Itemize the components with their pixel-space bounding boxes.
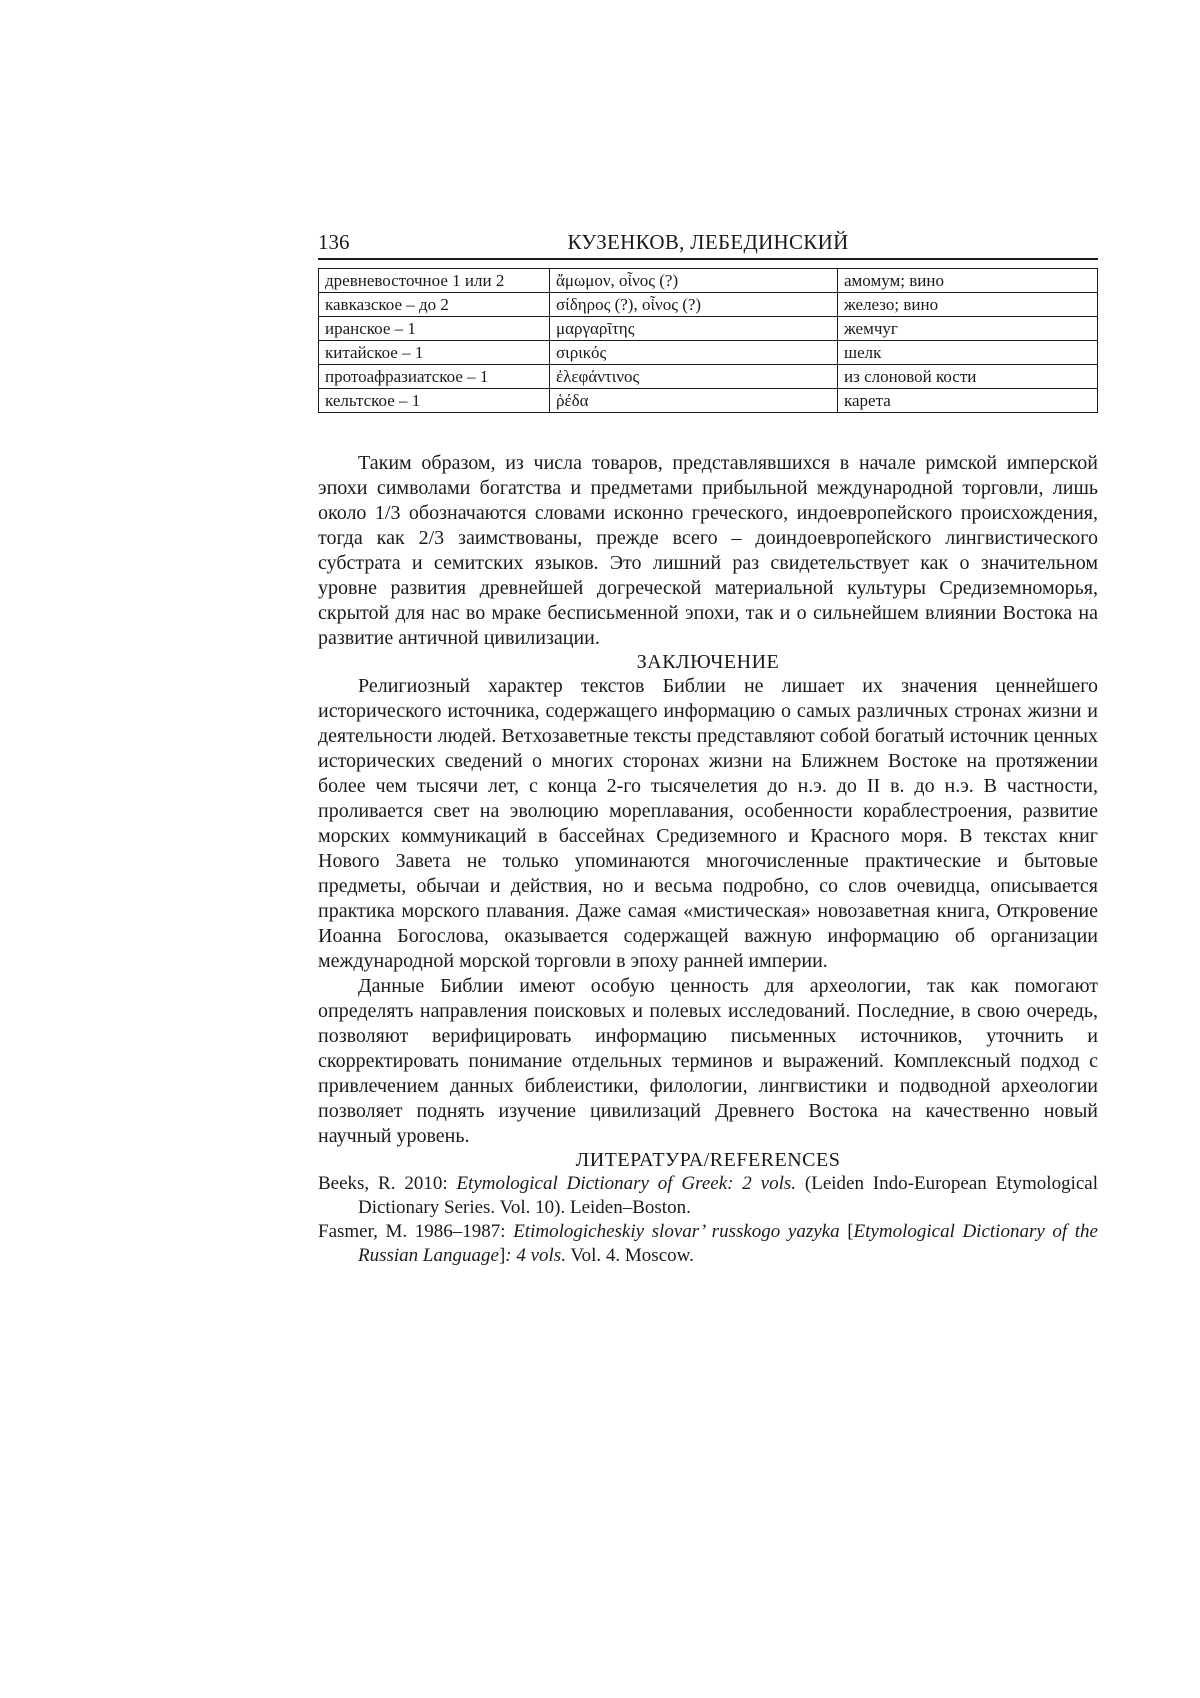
reference-details: Vol. 4. Moscow. xyxy=(565,1245,694,1266)
reference-details: (Leiden Indo-European Etymological Dictionary Series. Vol. 10). Leiden–Boston. xyxy=(358,1173,1098,1218)
table-cell-origin: протоафразиатское – 1 xyxy=(319,365,550,389)
reference-author-year: Fasmer, M. 1986–1987: xyxy=(318,1221,514,1242)
reference-item xyxy=(318,1172,1098,1220)
reference-list xyxy=(318,1172,1098,1268)
table-cell-meaning: из слоновой кости xyxy=(838,365,1098,389)
running-head xyxy=(318,228,1098,260)
table-cell-origin: древневосточное 1 или 2 xyxy=(319,269,550,293)
running-head-authors: КУЗЕНКОВ, ЛЕБЕДИНСКИЙ xyxy=(567,230,849,254)
table-cell-greek: ῥέδα xyxy=(550,389,838,413)
table-cell-greek: σιρικός xyxy=(550,341,838,365)
paragraph-conclusion-2: Данные Библии имеют особую ценность для археологии, так как помогают определять направления поисковых и полевых исследований. Последние, в свою очередь, позволяют верифицировать информацию письменных источников, уточнить и скорректировать понимание отдельных терминов и выражений. Комплексный подход с привлечением данных библеистики, филологии, лингвистики и подводной археологии позволяет поднять изучение цивилизаций Древнего Востока на качественно новый научный уровень. xyxy=(318,975,1098,1147)
reference-bracket-close: ] xyxy=(498,1245,506,1266)
table-cell-meaning: амомум; вино xyxy=(838,269,1098,293)
reference-title: Etimologicheskiy slovar’ russkogo yazyka xyxy=(513,1221,840,1242)
table-cell-meaning: железо; вино xyxy=(838,293,1098,317)
section-heading-references: ЛИТЕРАТУРА/REFERENCES xyxy=(575,1149,841,1171)
loanword-table xyxy=(318,268,1098,413)
table-row xyxy=(319,341,1098,365)
table-cell-origin: китайское – 1 xyxy=(319,341,550,365)
table-row xyxy=(319,293,1098,317)
table-cell-greek: ἄμωμον, οἶνος (?) xyxy=(550,269,838,293)
table-cell-greek: ἐλεφάντινος xyxy=(550,365,838,389)
reference-item xyxy=(318,1220,1098,1268)
table-row xyxy=(319,389,1098,413)
reference-bracket-open: [ xyxy=(839,1221,854,1242)
paragraph-conclusion-1: Религиозный характер текстов Библии не лишает их значения ценнейшего исторического источника, содержащего информацию о самых различных стронах жизни и деятельности людей. Ветхозаветные тексты представляют собой богатый источник ценных исторических сведений о многих сторонах жизни на Ближнем Востоке на протяжении более чем тысячи лет, с конца 2-го тысячелетия до н.э. до II в. до н.э. В частности, проливается свет на эволюцию мореплавания, особенности кораблестроения, развитие морских коммуникаций в бассейнах Средиземного и Красного моря. В текстах книг Нового Завета не только упоминаются многочисленные практические и бытовые предметы, обычаи и действия, но и весьма подробно, со слов очевидца, описывается практика морского плавания. Даже самая «мистическая» новозаветная книга, Откровение Иоанна Богослова, оказывается содержащей важную информацию об организации международной морской торговли в эпоху ранней империи. xyxy=(318,675,1098,972)
table-cell-greek: μαργαρῖτης xyxy=(550,317,838,341)
table-cell-origin: кельтское – 1 xyxy=(319,389,550,413)
table-cell-meaning: карета xyxy=(838,389,1098,413)
reference-title: Etymological Dictionary of Greek: 2 vols. xyxy=(456,1173,797,1194)
table-cell-meaning: жемчуг xyxy=(838,317,1098,341)
table-row xyxy=(319,269,1098,293)
table-cell-origin: иранское – 1 xyxy=(319,317,550,341)
table-cell-origin: кавказское – до 2 xyxy=(319,293,550,317)
section-heading-conclusion: ЗАКЛЮЧЕНИЕ xyxy=(636,651,780,673)
table-cell-greek: σίδηρος (?), οἶνος (?) xyxy=(550,293,838,317)
paragraph-summary: Таким образом, из числа товаров, представлявшихся в начале римской имперской эпохи символами богатства и предметами прибыльной международной торговли, лишь около 1/3 обозначаются словами исконно греческого, индоевропейского происхождения, тогда как 2/3 заимствованы, прежде всего – доиндоевропейского лингвистического субстрата и семитских языков. Это лишний раз свидетельствует как о значительном уровне развития древнейшей догреческой материальной культуры Средиземноморья, скрытой для нас во мраке бесписьменной эпохи, так и о сильнейшем влиянии Востока на развитие античной цивилизации. xyxy=(318,452,1098,649)
table-row xyxy=(319,317,1098,341)
table-cell-meaning: шелк xyxy=(838,341,1098,365)
page-content xyxy=(318,228,1098,1268)
reference-author-year: Beeks, R. 2010: xyxy=(318,1173,457,1194)
reference-volumes: : 4 vols. xyxy=(505,1245,566,1266)
reference-title-translation: Etymological Dictionary of the Russian Language xyxy=(358,1221,1098,1266)
table-row xyxy=(319,365,1098,389)
page-number: 136 xyxy=(318,230,350,254)
